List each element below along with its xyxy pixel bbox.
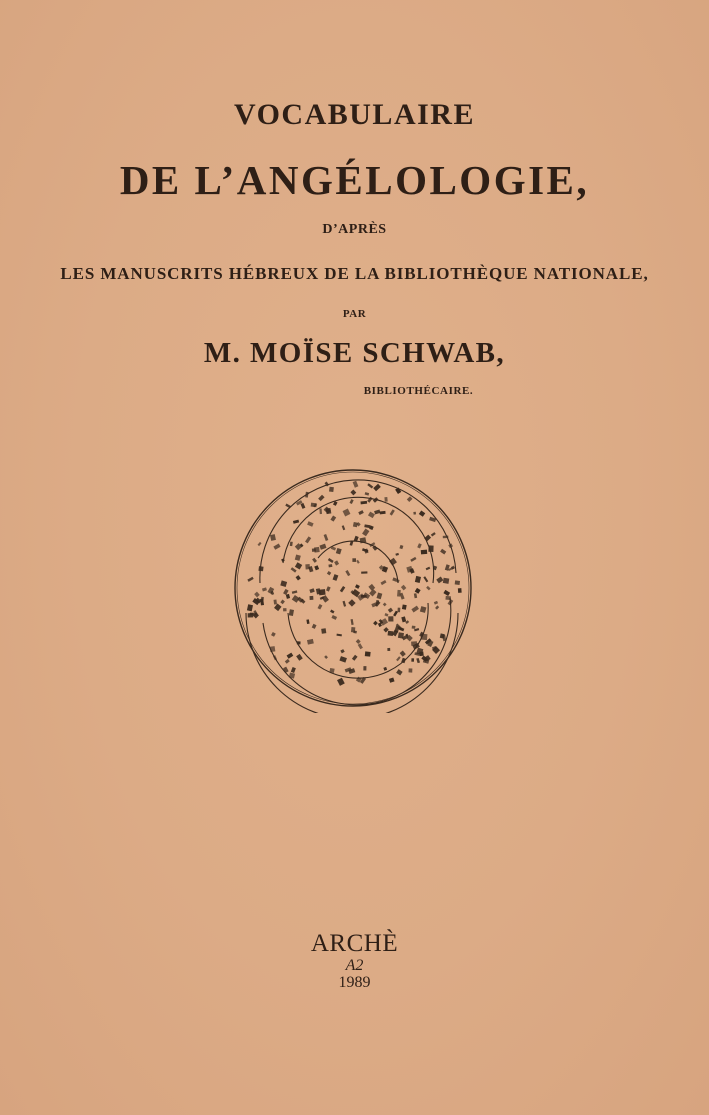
title-line-2: DE L’ANGÉLOLOGIE, bbox=[119, 157, 590, 203]
publisher-name: ARCHÈ bbox=[310, 930, 399, 957]
by-label: PAR bbox=[342, 308, 367, 320]
hebrew-letter-circle-emblem bbox=[228, 463, 478, 713]
author-name: M. MOÏSE SCHWAB, bbox=[203, 337, 506, 369]
publication-year: 1989 bbox=[338, 974, 371, 991]
series-code: A2 bbox=[345, 957, 364, 974]
author-role: BIBLIOTHÉCAIRE. bbox=[363, 385, 474, 397]
after-label: D’APRÈS bbox=[322, 222, 387, 237]
title-line-1: VOCABULAIRE bbox=[234, 98, 475, 131]
source-line: LES MANUSCRITS HÉBREUX DE LA BIBLIOTHÈQUE NATIONALE, bbox=[60, 264, 649, 283]
